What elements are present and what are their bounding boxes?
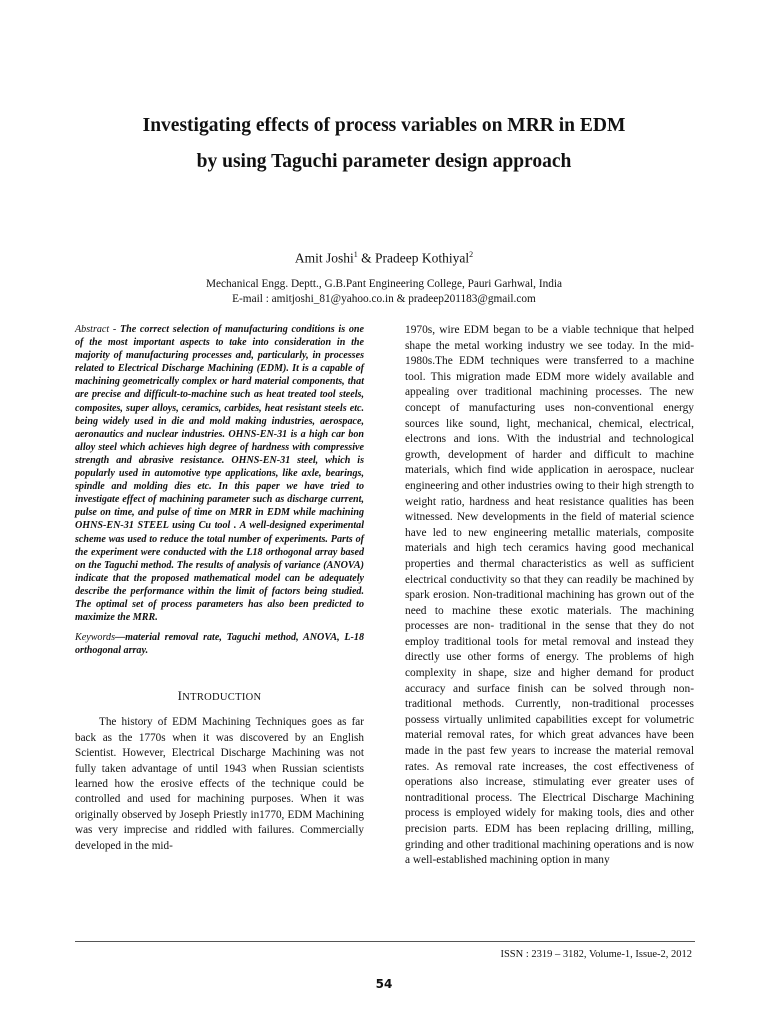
author-2-sup: 2 [469,250,474,259]
affiliation-block [40,277,728,307]
heading-initial: I [177,688,183,704]
issn-line: ISSN : 2319 – 3182, Volume-1, Issue-2, 2012 [500,949,692,960]
footer-rule [75,941,695,942]
introduction-paragraph: The history of EDM Machining Techniques goes as far back as the 1770s when it was discovered by an English Scientist. However, Electrical Discharge Machining was not fully taken advantage of until 1943 when Russian scientists learned how the erosive effects of the technique could be controlled and used for machining purposes. When it was originally observed by Joseph Priestly in1770, EDM Machining was very imprecise and riddled with failures. Commercially developed in the mid- [75,716,364,852]
author-1: Amit Joshi [294,250,354,266]
keywords [75,631,364,657]
abstract-label: Abstract - [75,324,120,335]
title-line-1: Investigating effects of process variables on MRR in EDM [142,115,626,136]
email-line: E-mail : amitjoshi_81@yahoo.co.in & pradeep201183@gmail.com [232,293,536,305]
right-column [405,323,694,869]
keywords-text: —material removal rate, Taguchi method, ANOVA, L-18 orthogonal array. [75,632,364,657]
abstract [75,323,364,624]
author-1-sup: 1 [353,250,358,259]
page-number: 54 [375,977,393,991]
author-separator: & [357,250,376,266]
authors [40,250,728,267]
keywords-label: Keywords [75,632,116,644]
right-column-paragraph: 1970s, wire EDM began to be a viable technique that helped shape the metal working industry we see today. In the mid-1980s.The EDM techniques were transferred to a machine tool. This migration made EDM more widely available and appealing over traditional machining processes. The new concept of manufacturing uses non-conventional energy sources like sound, light, mechanical, chemical, electrical, electrons and ions. With the industrial and technological growth, development of harder and difficult to machine materials, which find wide application in aerospace, nuclear engineering and other industries owing to their high strength to weight ratio, hardness and heat resistance qualities has been witnessed. New developments in the field of material science have led to new engineering metallic materials, composite materials and high tech ceramics having good mechanical properties and thermal characteristics as well as sufficient electrical conductivity so that they can readily be machined by spark erosion. Non-traditional machining has grown out of the need to machine these exotic materials. The machining processes are non- traditional in the sense that they do not employ traditional tools for metal removal and instead they directly use other forms of energy. The problems of high complexity in shape, size and higher demand for product accuracy and surface finish can be solved through non-traditional methods. Currently, non-traditional processes possess virtually unlimited capabilities except for volumetric material removal rates, for which great advances have been made in the past few years to increase the material removal rates. As removal rate increases, the cost effectiveness of operations also increase, stimulating ever greater uses of nontraditional process. The Electrical Discharge Machining process is employed widely for making tools, dies and other precision parts. EDM has been replacing drilling, milling, grinding and other traditional machining operations and is now a well-established machining option in many [405,324,694,867]
abstract-text: The correct selection of manufacturing conditions is one of the most important aspects to take into consideration in the majority of manufacturing processes and, particularly, in processes related to Electrical Discharge Machining (EDM). It is a capable of machining geometrically complex or hard material components, that are precise and difficult-to-machine such as heat treated tool steels, composites, super alloys, ceramics, carbides, heat resistant steels etc. being widely used in die and mold making industries, aerospace, aeronautics and nuclear industries. OHNS-EN-31 is a high car bon alloy steel which achieves high degree of hardness with compressive strength and abrasive resistance. OHNS-EN-31 steel, which is popularly used in automotive type applications, like axle, bearings, spindle and molding dies etc. In this paper we have tried to investigate effect of machining parameter such as discharge current, pulse on time, and pulse of time on MRR in EDM while machining OHNS-EN-31 STEEL using Cu tool . A well-designed experimental scheme was used to reduce the total number of experiments. Parts of the experiment were conducted with the L18 orthogonal array based on the Taguchi method. The results of analysis of variance (ANOVA) indicate that the proposed mathematical model can be adequately describe the performance within the limit of factors being studied. The optimal set of process parameters has also been predicted to maximize the MRR. [75,324,364,624]
heading-rest: NTRODUCTION [182,692,262,704]
author-2: Pradeep Kothiyal [375,250,470,266]
left-column [75,323,364,854]
section-heading-introduction [75,688,364,704]
title-line-2: by using Taguchi parameter design approach [196,151,572,172]
affiliation: Mechanical Engg. Deptt., G.B.Pant Engineering College, Pauri Garhwal, India [205,278,563,290]
paper-title [40,108,728,180]
